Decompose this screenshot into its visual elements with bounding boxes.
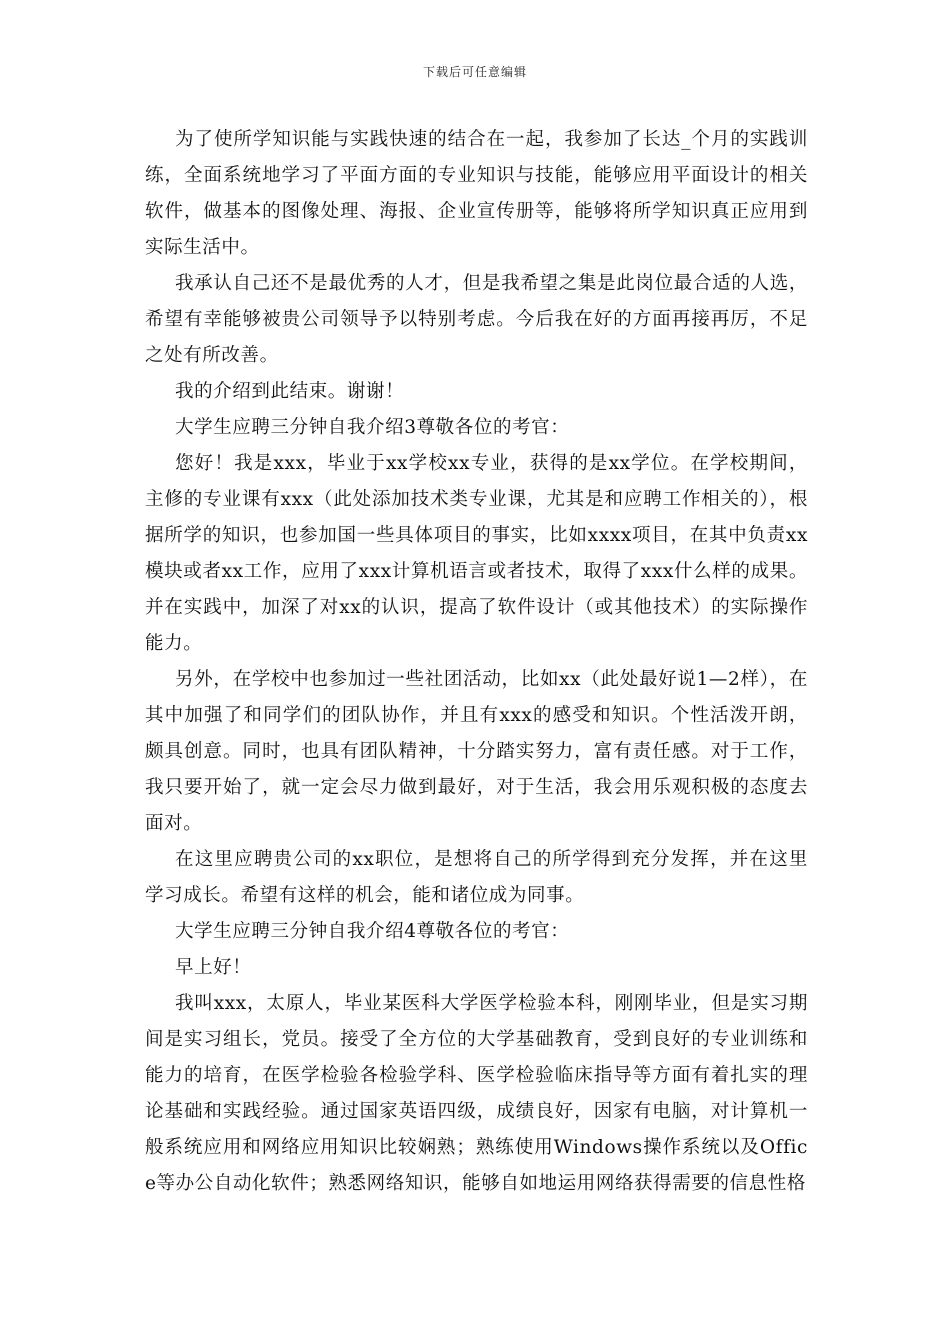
paragraph-position-goal: 在这里应聘贵公司的xx职位，是想将自己的所学得到充分发挥，并在这里学习成长。希望有这样的机会，能和诸位成为同事。 xyxy=(145,849,808,906)
document-body xyxy=(145,122,808,1202)
paragraph-practice-training: 为了使所学知识能与实践快速的结合在一起，我参加了长达_个月的实践训练，全面系统地学习了平面方面的专业知识与技能，能够应用平面设计的相关软件，做基本的图像处理、海报、企业宣传册等，能够将所学知识真正应用到实际生活中。 xyxy=(145,129,808,258)
section-heading-intro-4: 大学生应聘三分钟自我介绍4尊敬各位的考官： xyxy=(175,921,570,942)
paragraph-closing-thanks: 我的介绍到此结束。谢谢！ xyxy=(175,381,405,402)
paragraph-greeting: 早上好！ xyxy=(175,957,252,978)
paragraph-education-projects: 您好！我是xxx，毕业于xx学校xx专业，获得的是xx学位。在学校期间，主修的专业课有xxx（此处添加技术类专业课，尤其是和应聘工作相关的），根据所学的知识，也参加国一些具体项目的事实，比如xxxx项目，在其中负责xx模块或者xx工作，应用了xxx计算机语言或者技术，取得了xxx什么样的成果。并在实践中，加深了对xx的认识，提高了软件设计（或其他技术）的实际操作能力。 xyxy=(145,453,808,654)
paragraph-self-assessment: 我承认自己还不是最优秀的人才，但是我希望之集是此岗位最合适的人选，希望有幸能够被贵公司领导予以特别考虑。今后我在好的方面再接再厉，不足之处有所改善。 xyxy=(145,273,808,366)
paragraph-medical-background: 我叫xxx，太原人，毕业某医科大学医学检验本科，刚刚毕业，但是实习期间是实习组长，党员。接受了全方位的大学基础教育，受到良好的专业训练和能力的培育，在医学检验各检验学科、医学检验临床指导等方面有着扎实的理论基础和实践经验。通过国家英语四级，成绩良好，因家有电脑，对计算机一般系统应用和网络应用知识比较娴熟；熟练使用Windows操作系统以及Office等办公自动化软件；熟悉网络知识，能够自如地运用网络获得需要的信息性格 xyxy=(145,993,808,1194)
page-header: 下载后可任意编辑 xyxy=(422,65,527,79)
paragraph-club-activities: 另外，在学校中也参加过一些社团活动，比如xx（此处最好说1—2样），在其中加强了和同学们的团队协作，并且有xxx的感受和知识。个性活泼开朗，颇具创意。同时，也具有团队精神，十分踏实努力，富有责任感。对于工作，我只要开始了，就一定会尽力做到最好，对于生活，我会用乐观积极的态度去面对。 xyxy=(145,669,808,834)
section-heading-intro-3: 大学生应聘三分钟自我介绍3尊敬各位的考官： xyxy=(175,417,570,438)
